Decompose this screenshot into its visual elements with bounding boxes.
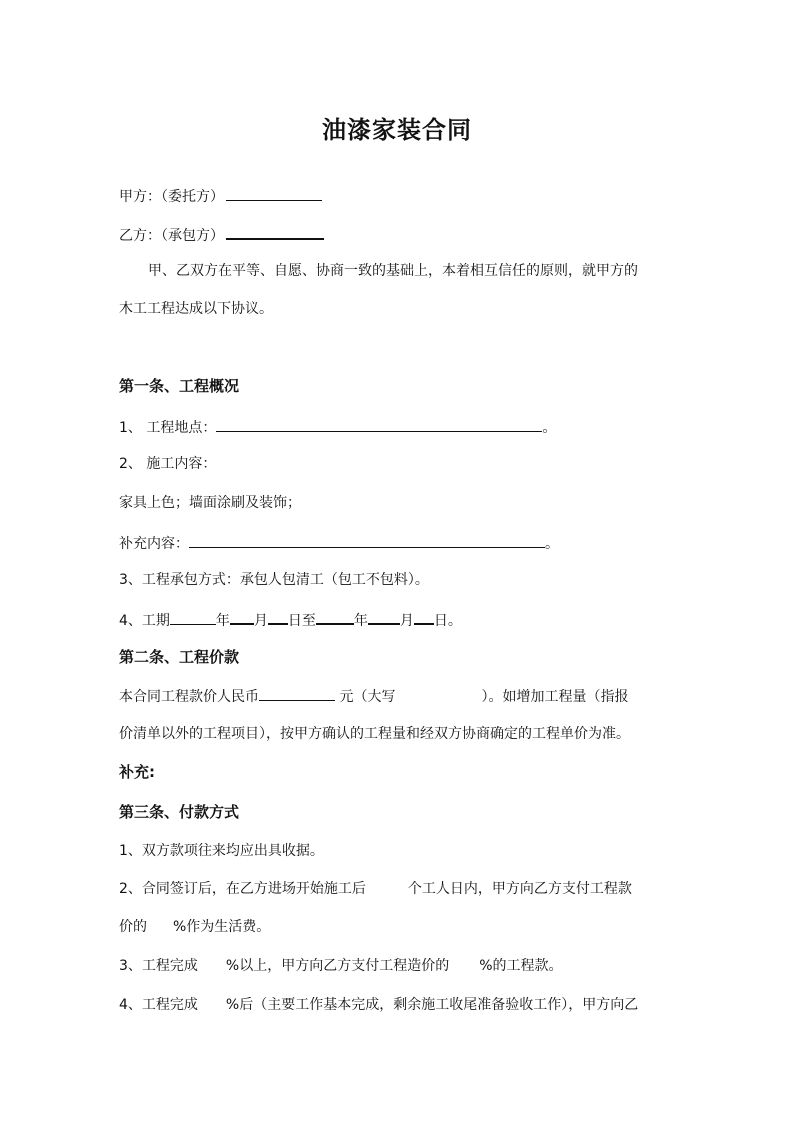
intro-line-1: 甲、乙双方在平等、自愿、协商一致的基础上，本着相互信任的原则，就甲方的: [148, 263, 638, 279]
month-label: 月: [399, 613, 414, 629]
price-blank: [259, 686, 335, 701]
section-2-heading: 第二条、工程价款: [119, 648, 240, 666]
supp-label: 补充内容：: [119, 536, 189, 552]
text: %以上，甲方向乙方支付工程造价的: [225, 958, 450, 974]
year-label: 年: [353, 613, 368, 629]
party-b-label: 乙方：（承包方）: [119, 228, 224, 244]
section-2-supp: 补充:: [119, 763, 155, 781]
content-label: 2、 施工内容：: [119, 456, 217, 472]
payment-item-2: [119, 880, 632, 898]
day-label: 日。: [433, 613, 462, 629]
blank: [170, 610, 216, 625]
price-line-2: 价清单以外的工程项目），按甲方确认的工程量和经双方协商确定的工程单价为准。: [119, 726, 630, 742]
blank: [414, 609, 434, 625]
supp-end: 。: [545, 536, 559, 552]
content-text: 家具上色；墙面涂刷及装饰；: [119, 495, 301, 511]
site-blank: [216, 417, 542, 432]
price-line: [119, 686, 628, 706]
text: %的工程款。: [479, 958, 563, 974]
text: 个工人日内，甲方向乙方支付工程款: [407, 881, 632, 897]
party-a-label: 甲方：（委托方）: [119, 189, 224, 205]
blank: [230, 609, 254, 625]
price-label: 本合同工程款价人民币: [119, 689, 259, 705]
payment-item-2-cont: [119, 918, 270, 936]
party-a-line: [119, 186, 322, 206]
text: %后（主要工作基本完成，剩余施工收尾准备验收工作），甲方向乙: [225, 997, 639, 1013]
blank: [368, 609, 400, 625]
payment-item-3: [119, 957, 563, 975]
text: %作为生活费。: [173, 919, 271, 935]
party-a-blank: [226, 186, 322, 201]
site-end: 。: [542, 420, 557, 436]
supp-line: [119, 533, 559, 553]
document-title: 油漆家装合同: [322, 115, 472, 144]
month-label: 月: [253, 613, 268, 629]
contract-mode: 3、工程承包方式：承包人包清工（包工不包料）。: [119, 572, 429, 588]
party-b-blank: [226, 224, 324, 240]
blank: [316, 609, 354, 625]
payment-item-4: [119, 996, 638, 1014]
price-extra: ）。如增加工程量（指报: [481, 689, 629, 705]
text: 价的: [119, 919, 147, 935]
text: 4、工程完成: [119, 997, 198, 1013]
year-label: 年: [215, 613, 230, 629]
supp-blank: [189, 533, 545, 548]
section-3-heading: 第三条、付款方式: [119, 803, 240, 821]
period-line: [119, 609, 462, 630]
site-line: [119, 417, 556, 437]
period-label: 4、工期: [119, 613, 170, 629]
text: 3、工程完成: [119, 958, 198, 974]
day-to-label: 日至: [287, 613, 316, 629]
price-unit: 元（大写: [335, 689, 396, 705]
payment-item-1: 1、双方款项往来均应出具收据。: [119, 843, 324, 859]
text: 2、合同签订后，在乙方进场开始施工后: [119, 881, 366, 897]
section-1-heading: 第一条、工程概况: [119, 377, 240, 395]
party-b-line: [119, 224, 324, 245]
intro-line-2: 木工工程达成以下协议。: [119, 301, 273, 317]
blank: [268, 609, 288, 625]
site-label: 1、 工程地点：: [119, 420, 217, 436]
